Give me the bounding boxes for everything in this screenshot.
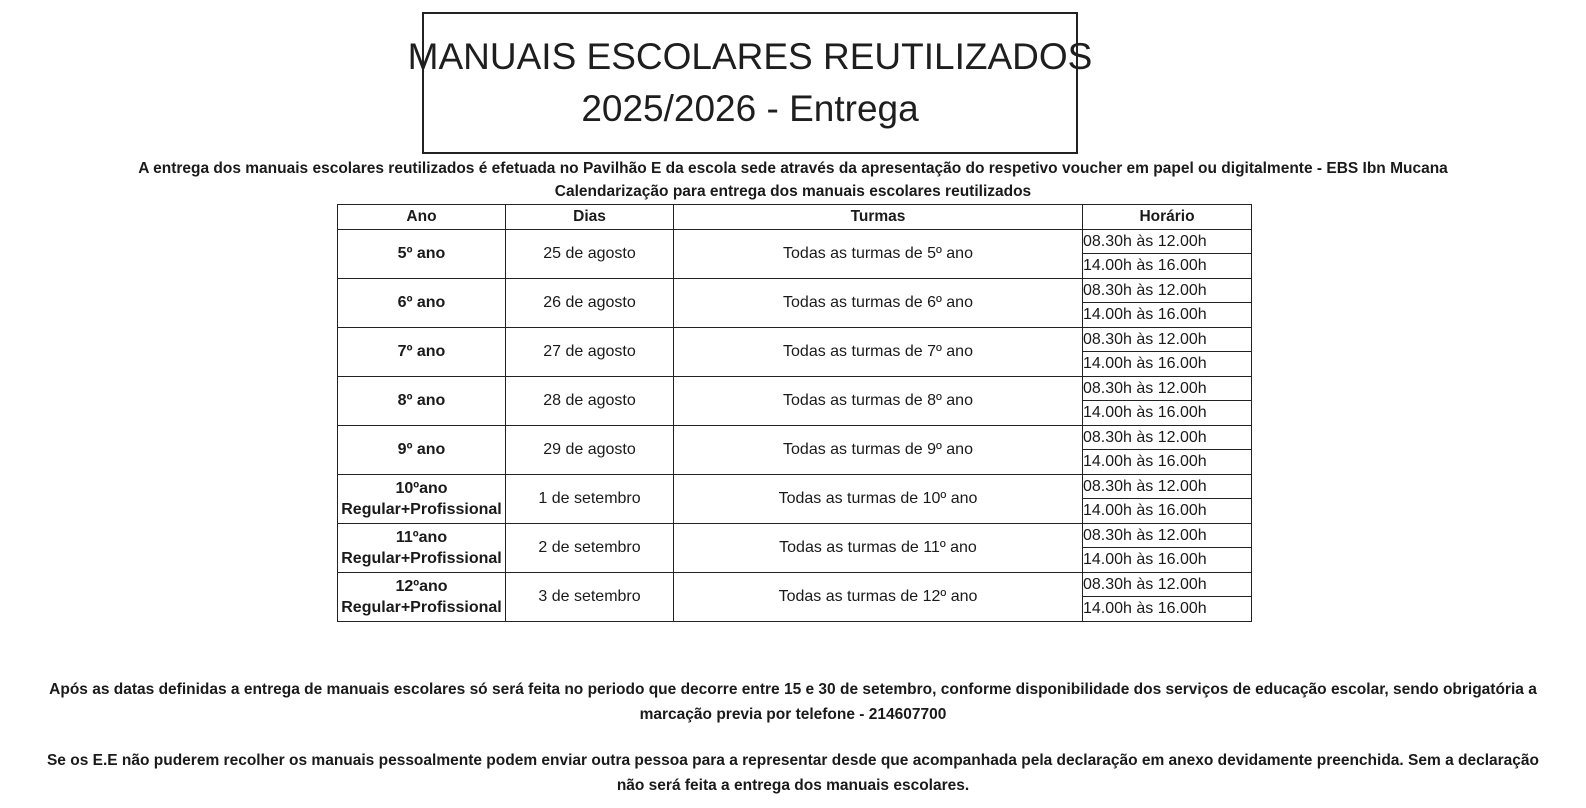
intro-text: A entrega dos manuais escolares reutilizados é efetuada no Pavilhão E da escola sede através da apresentação do respetivo voucher em papel ou digitalmente - EBS Ibn Mucana xyxy=(138,160,1448,177)
table-row xyxy=(338,376,1252,401)
header-turmas: Turmas xyxy=(674,205,1083,230)
cell-horario-afternoon: 14.00h às 16.00h xyxy=(1083,303,1252,328)
ano-label: 6º ano xyxy=(397,294,446,311)
title-line-2: 2025/2026 - Entrega xyxy=(581,88,919,129)
cell-horario-afternoon: 14.00h às 16.00h xyxy=(1083,352,1252,377)
cell-ano xyxy=(338,229,506,278)
cell-horario-afternoon: 14.00h às 16.00h xyxy=(1083,254,1252,279)
schedule-subtitle: Calendarização para entrega dos manuais escolares reutilizados xyxy=(554,183,1032,200)
note-representative xyxy=(0,748,1586,798)
cell-turmas: Todas as turmas de 6º ano xyxy=(674,278,1083,327)
ano-label: 10ºano xyxy=(395,479,448,497)
schedule-body xyxy=(338,229,1252,621)
cell-horario-afternoon: 14.00h às 16.00h xyxy=(1083,597,1252,622)
cell-ano xyxy=(338,376,506,425)
header-ano: Ano xyxy=(338,205,506,230)
cell-turmas: Todas as turmas de 7º ano xyxy=(674,327,1083,376)
header-horario: Horário xyxy=(1083,205,1252,230)
table-row xyxy=(338,572,1252,597)
table-row xyxy=(338,229,1252,254)
cell-ano xyxy=(338,474,506,523)
table-row xyxy=(338,474,1252,499)
cell-turmas: Todas as turmas de 8º ano xyxy=(674,376,1083,425)
cell-horario-morning: 08.30h às 12.00h xyxy=(1083,425,1252,450)
cell-ano xyxy=(338,572,506,621)
ano-label: 5º ano xyxy=(397,245,446,262)
cell-turmas: Todas as turmas de 10º ano xyxy=(674,474,1083,523)
cell-turmas: Todas as turmas de 12º ano xyxy=(674,572,1083,621)
table-row xyxy=(338,278,1252,303)
cell-turmas: Todas as turmas de 9º ano xyxy=(674,425,1083,474)
cell-horario-morning: 08.30h às 12.00h xyxy=(1083,229,1252,254)
cell-dias: 26 de agosto xyxy=(506,278,674,327)
ano-sublabel: Regular+Profissional xyxy=(341,598,502,616)
cell-horario-afternoon: 14.00h às 16.00h xyxy=(1083,499,1252,524)
ano-label: 11ºano xyxy=(395,528,448,546)
cell-turmas: Todas as turmas de 5º ano xyxy=(674,229,1083,278)
cell-ano xyxy=(338,278,506,327)
table-row xyxy=(338,523,1252,548)
table-row xyxy=(338,425,1252,450)
note-after-dates-line-1: Após as datas definidas a entrega de manuais escolares só será feita no periodo que decorre entre 15 e 30 de setembro, conforme disponibilidade dos serviços de educação escolar, sendo obrigatória a xyxy=(49,681,1537,698)
cell-dias: 3 de setembro xyxy=(506,572,674,621)
cell-ano xyxy=(338,327,506,376)
table-header-row xyxy=(338,205,1252,230)
ano-label: 7º ano xyxy=(397,343,446,360)
cell-ano xyxy=(338,425,506,474)
note-after-dates-line-2: marcação previa por telefone - 214607700 xyxy=(639,706,947,723)
cell-horario-morning: 08.30h às 12.00h xyxy=(1083,474,1252,499)
cell-horario-afternoon: 14.00h às 16.00h xyxy=(1083,548,1252,573)
cell-dias: 27 de agosto xyxy=(506,327,674,376)
ano-sublabel: Regular+Profissional xyxy=(341,500,502,518)
title-box xyxy=(407,12,1093,154)
cell-horario-morning: 08.30h às 12.00h xyxy=(1083,572,1252,597)
cell-dias: 29 de agosto xyxy=(506,425,674,474)
cell-dias: 25 de agosto xyxy=(506,229,674,278)
header-dias: Dias xyxy=(506,205,674,230)
note-after-dates xyxy=(0,677,1586,727)
cell-horario-morning: 08.30h às 12.00h xyxy=(1083,523,1252,548)
title-line-1: MANUAIS ESCOLARES REUTILIZADOS xyxy=(407,36,1093,77)
ano-label: 9º ano xyxy=(397,441,446,458)
cell-turmas: Todas as turmas de 11º ano xyxy=(674,523,1083,572)
note-representative-line-1: Se os E.E não puderem recolher os manuais pessoalmente podem enviar outra pessoa para a representar desde que acompanhada pela declaração em anexo devidamente preenchida. Sem a declaração xyxy=(46,752,1540,769)
cell-ano xyxy=(338,523,506,572)
ano-sublabel: Regular+Profissional xyxy=(341,549,502,567)
table-row xyxy=(338,327,1252,352)
note-representative-line-2: não será feita a entrega dos manuais escolares. xyxy=(616,777,970,794)
ano-label: 12ºano xyxy=(395,577,448,595)
cell-dias: 28 de agosto xyxy=(506,376,674,425)
cell-horario-morning: 08.30h às 12.00h xyxy=(1083,376,1252,401)
cell-horario-afternoon: 14.00h às 16.00h xyxy=(1083,450,1252,475)
schedule-table xyxy=(337,204,1252,622)
cell-horario-morning: 08.30h às 12.00h xyxy=(1083,278,1252,303)
cell-dias: 1 de setembro xyxy=(506,474,674,523)
ano-label: 8º ano xyxy=(397,392,446,409)
cell-dias: 2 de setembro xyxy=(506,523,674,572)
cell-horario-morning: 08.30h às 12.00h xyxy=(1083,327,1252,352)
cell-horario-afternoon: 14.00h às 16.00h xyxy=(1083,401,1252,426)
